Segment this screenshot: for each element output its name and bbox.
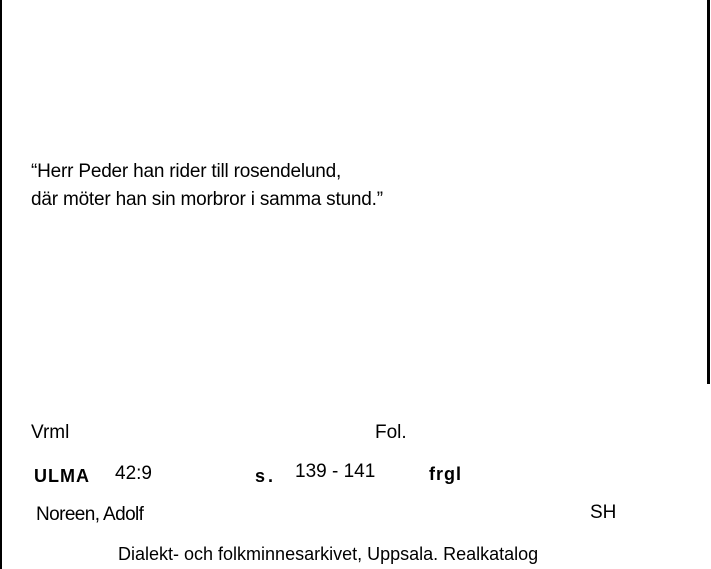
card-left-edge <box>0 0 2 569</box>
fol-label: Fol. <box>375 422 407 443</box>
page-label: s. <box>255 466 277 486</box>
genre-label: frgl <box>429 464 462 484</box>
page-range: 139 - 141 <box>295 461 376 482</box>
archive-footer: Dialekt- och folkminnesarkivet, Uppsala. Realkatalog <box>118 544 539 564</box>
quote-line-1: “Herr Peder han rider till rosendelund, <box>31 161 342 182</box>
archive-label: ULMA <box>34 466 90 486</box>
initials: SH <box>590 502 617 523</box>
collector-name: Noreen, Adolf <box>36 504 144 525</box>
archive-number: 42:9 <box>115 463 152 484</box>
province-label: Vrml <box>31 422 70 443</box>
card-right-edge <box>707 0 710 384</box>
quote-line-2: där möter han sin morbror i samma stund.” <box>31 189 383 210</box>
